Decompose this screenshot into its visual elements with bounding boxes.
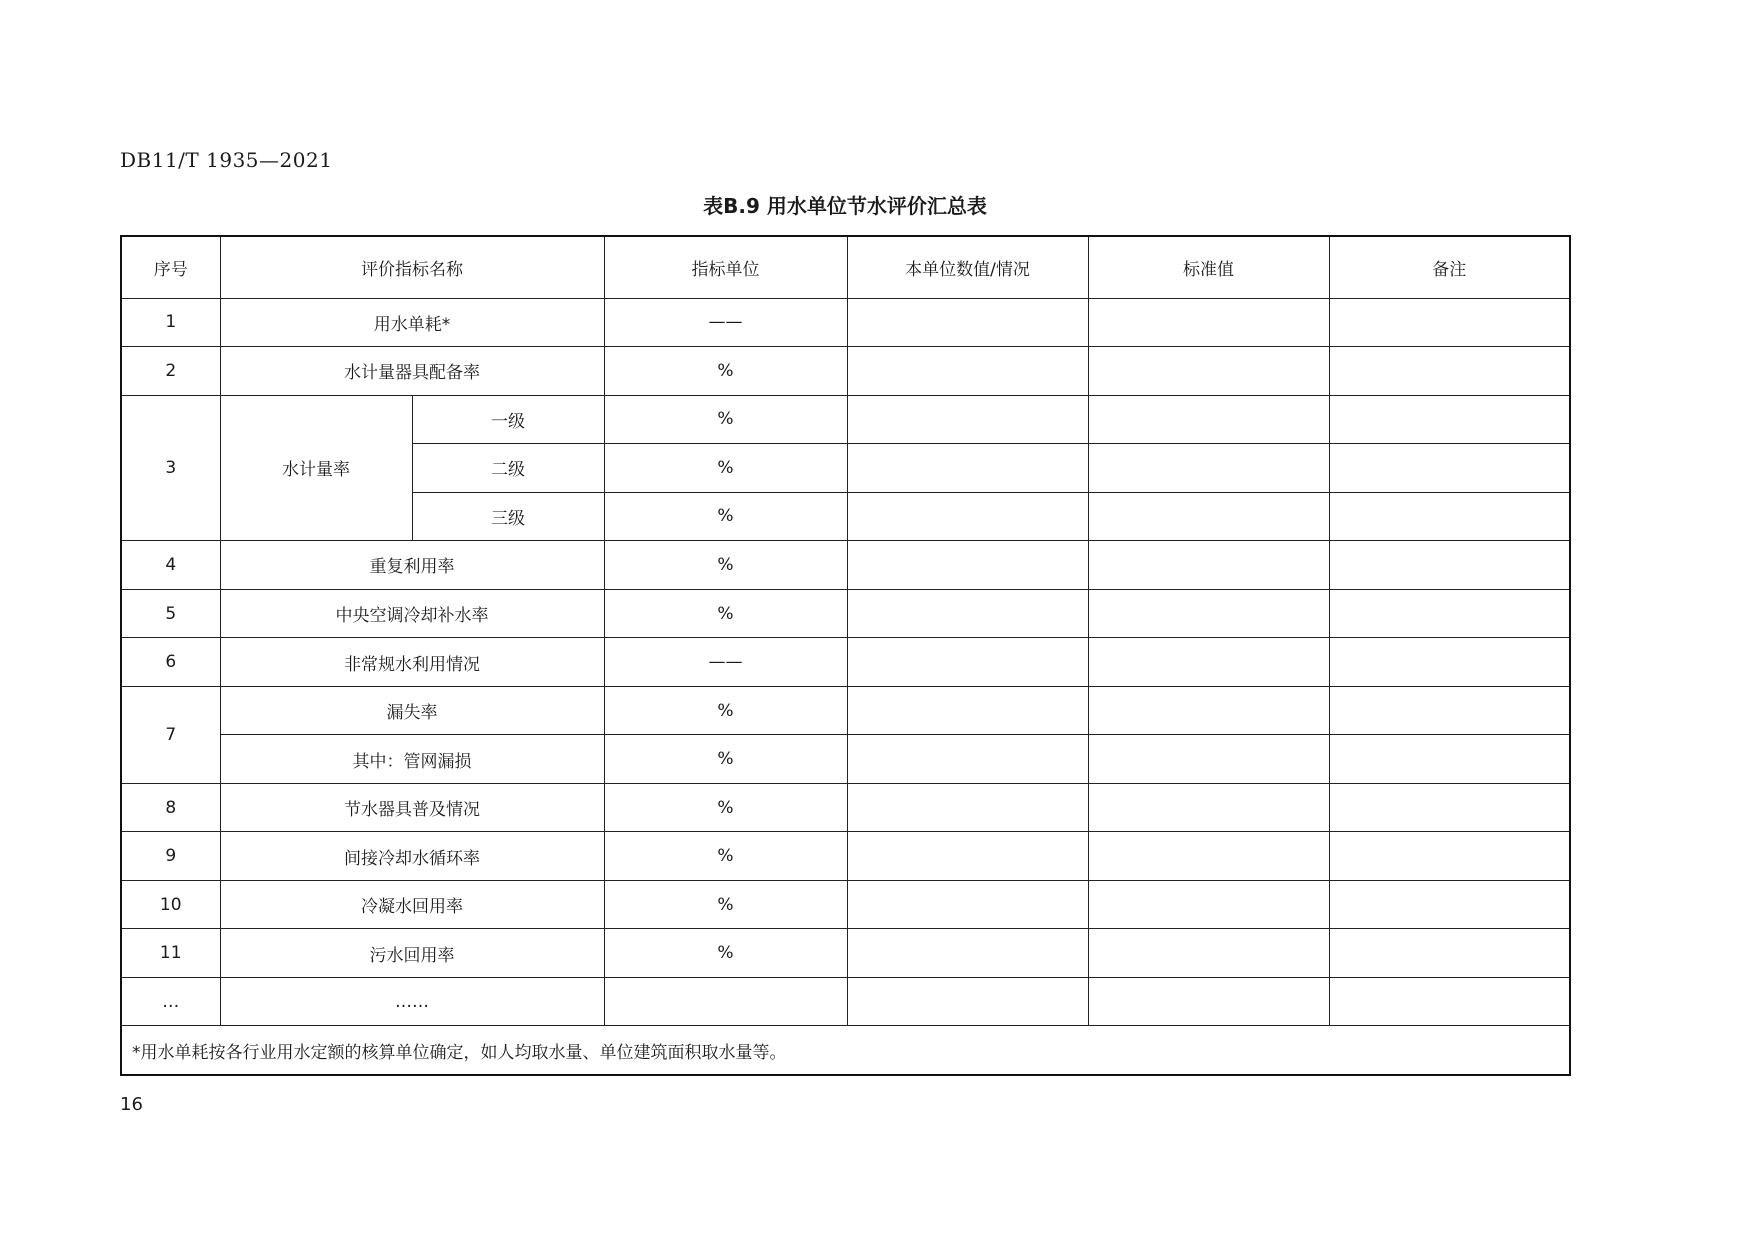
table-row <box>121 541 1570 590</box>
standard-cell[interactable] <box>1088 395 1329 444</box>
standard-cell[interactable] <box>1088 977 1329 1026</box>
row-index: … <box>121 977 220 1026</box>
value-cell[interactable] <box>847 929 1088 978</box>
row-unit: % <box>604 880 847 929</box>
table-row <box>121 395 1570 444</box>
value-cell[interactable] <box>847 541 1088 590</box>
row-index: 8 <box>121 783 220 832</box>
remark-cell[interactable] <box>1329 589 1570 638</box>
value-cell[interactable] <box>847 880 1088 929</box>
table-row <box>121 735 1570 784</box>
standard-cell[interactable] <box>1088 541 1329 590</box>
remark-cell[interactable] <box>1329 492 1570 541</box>
row-unit: % <box>604 444 847 493</box>
sub-indicator: 三级 <box>412 492 604 541</box>
row-unit: % <box>604 832 847 881</box>
row-indicator: 其中：管网漏损 <box>220 735 604 784</box>
table-row <box>121 298 1570 347</box>
row-indicator: …… <box>220 977 604 1026</box>
header-remark: 备注 <box>1329 236 1570 298</box>
sub-indicator: 一级 <box>412 395 604 444</box>
value-cell[interactable] <box>847 444 1088 493</box>
row-index: 6 <box>121 638 220 687</box>
row-unit: % <box>604 783 847 832</box>
header-value: 本单位数值/情况 <box>847 236 1088 298</box>
row-indicator: 冷凝水回用率 <box>220 880 604 929</box>
footnote-row <box>121 1026 1570 1075</box>
row-index: 10 <box>121 880 220 929</box>
standard-cell[interactable] <box>1088 492 1329 541</box>
row-indicator: 间接冷却水循环率 <box>220 832 604 881</box>
row-index: 7 <box>121 686 220 783</box>
row-index: 3 <box>121 395 220 541</box>
row-indicator: 污水回用率 <box>220 929 604 978</box>
standard-cell[interactable] <box>1088 880 1329 929</box>
remark-cell[interactable] <box>1329 347 1570 396</box>
header-indicator: 评价指标名称 <box>220 236 604 298</box>
header-index: 序号 <box>121 236 220 298</box>
standard-cell[interactable] <box>1088 638 1329 687</box>
standard-cell[interactable] <box>1088 832 1329 881</box>
row-indicator: 水计量率 <box>220 395 412 541</box>
standard-cell[interactable] <box>1088 444 1329 493</box>
row-indicator: 重复利用率 <box>220 541 604 590</box>
value-cell[interactable] <box>847 832 1088 881</box>
row-index: 1 <box>121 298 220 347</box>
remark-cell[interactable] <box>1329 395 1570 444</box>
row-unit: % <box>604 929 847 978</box>
row-indicator: 用水单耗* <box>220 298 604 347</box>
remark-cell[interactable] <box>1329 929 1570 978</box>
row-unit: % <box>604 541 847 590</box>
table-row <box>121 347 1570 396</box>
remark-cell[interactable] <box>1329 298 1570 347</box>
remark-cell[interactable] <box>1329 735 1570 784</box>
page-number: 16 <box>120 1094 143 1115</box>
document-id: DB11/T 1935—2021 <box>120 148 333 172</box>
remark-cell[interactable] <box>1329 977 1570 1026</box>
value-cell[interactable] <box>847 589 1088 638</box>
standard-cell[interactable] <box>1088 589 1329 638</box>
remark-cell[interactable] <box>1329 832 1570 881</box>
row-unit: % <box>604 395 847 444</box>
row-indicator: 中央空调冷却补水率 <box>220 589 604 638</box>
sub-indicator: 二级 <box>412 444 604 493</box>
standard-cell[interactable] <box>1088 298 1329 347</box>
value-cell[interactable] <box>847 298 1088 347</box>
standard-cell[interactable] <box>1088 686 1329 735</box>
value-cell[interactable] <box>847 977 1088 1026</box>
table-footnote: *用水单耗按各行业用水定额的核算单位确定，如人均取水量、单位建筑面积取水量等。 <box>121 1026 1570 1075</box>
row-unit: % <box>604 735 847 784</box>
standard-cell[interactable] <box>1088 735 1329 784</box>
value-cell[interactable] <box>847 395 1088 444</box>
table-row <box>121 589 1570 638</box>
header-standard: 标准值 <box>1088 236 1329 298</box>
remark-cell[interactable] <box>1329 444 1570 493</box>
evaluation-summary-table <box>120 235 1571 1076</box>
value-cell[interactable] <box>847 686 1088 735</box>
row-unit: —— <box>604 298 847 347</box>
header-unit: 指标单位 <box>604 236 847 298</box>
row-unit <box>604 977 847 1026</box>
value-cell[interactable] <box>847 638 1088 687</box>
row-unit: % <box>604 492 847 541</box>
standard-cell[interactable] <box>1088 783 1329 832</box>
table-row <box>121 638 1570 687</box>
table-caption: 表B.9 用水单位节水评价汇总表 <box>703 194 987 218</box>
row-index: 5 <box>121 589 220 638</box>
remark-cell[interactable] <box>1329 541 1570 590</box>
value-cell[interactable] <box>847 347 1088 396</box>
value-cell[interactable] <box>847 783 1088 832</box>
value-cell[interactable] <box>847 735 1088 784</box>
row-index: 2 <box>121 347 220 396</box>
table-row <box>121 783 1570 832</box>
row-unit: % <box>604 686 847 735</box>
table-header-row <box>121 236 1570 298</box>
table-row <box>121 832 1570 881</box>
row-indicator: 节水器具普及情况 <box>220 783 604 832</box>
table-row <box>121 977 1570 1026</box>
row-indicator: 非常规水利用情况 <box>220 638 604 687</box>
standard-cell[interactable] <box>1088 929 1329 978</box>
value-cell[interactable] <box>847 492 1088 541</box>
table-row <box>121 686 1570 735</box>
remark-cell[interactable] <box>1329 638 1570 687</box>
row-index: 11 <box>121 929 220 978</box>
standard-cell[interactable] <box>1088 347 1329 396</box>
table-row <box>121 929 1570 978</box>
row-indicator: 漏失率 <box>220 686 604 735</box>
remark-cell[interactable] <box>1329 880 1570 929</box>
remark-cell[interactable] <box>1329 686 1570 735</box>
remark-cell[interactable] <box>1329 783 1570 832</box>
table-row <box>121 880 1570 929</box>
row-unit: % <box>604 347 847 396</box>
row-indicator: 水计量器具配备率 <box>220 347 604 396</box>
row-index: 9 <box>121 832 220 881</box>
row-unit: % <box>604 589 847 638</box>
row-unit: —— <box>604 638 847 687</box>
row-index: 4 <box>121 541 220 590</box>
